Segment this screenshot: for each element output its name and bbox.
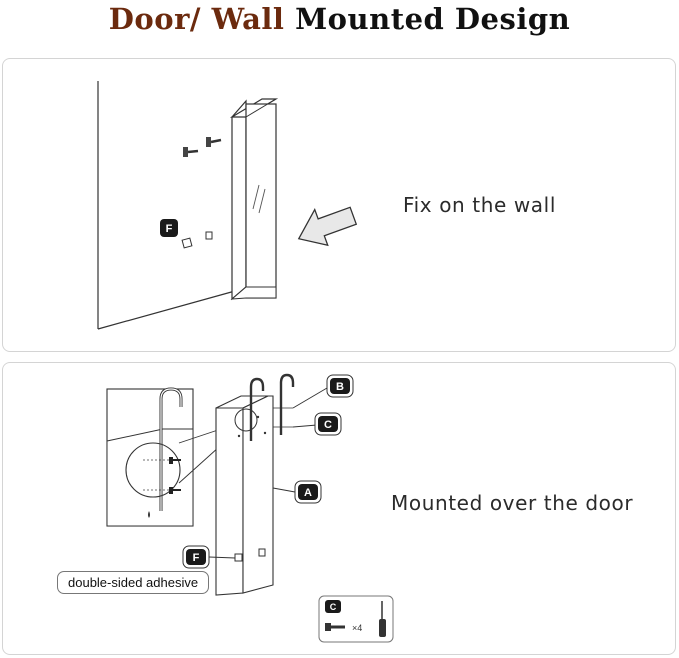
label-f-text: F <box>165 223 173 235</box>
label-f-badge <box>160 219 178 237</box>
door-caption: Mounted over the door <box>391 491 634 515</box>
mirror-side-face <box>232 101 246 299</box>
label-f-text: F <box>192 552 200 564</box>
label-c-text: C <box>324 419 332 431</box>
adhesive-pad <box>206 232 212 239</box>
wall-mount-illustration <box>3 59 677 353</box>
adhesive-pad <box>259 549 265 556</box>
leader-line-b <box>293 388 327 408</box>
hardware-kit <box>319 596 393 642</box>
screw-mark <box>264 432 266 434</box>
label-c-badge <box>315 413 341 435</box>
page-title <box>0 2 679 36</box>
screw-icon <box>183 147 198 157</box>
leader-line-a <box>273 488 295 492</box>
door-mount-panel <box>2 362 676 655</box>
title-part-brown: Door/ Wall <box>108 2 285 36</box>
adhesive-pad <box>182 238 192 248</box>
title-part-black: Mounted Design <box>295 2 571 36</box>
wall-mount-panel <box>2 58 676 352</box>
adhesive-note: double-sided adhesive <box>57 571 209 594</box>
label-a-text: A <box>304 487 312 499</box>
screw-mark <box>238 435 240 437</box>
screw-mark <box>257 416 259 418</box>
mirror-front-face <box>246 104 276 298</box>
wall-floor-line <box>98 291 235 329</box>
kit-quantity: ×4 <box>352 623 363 633</box>
wall-caption: Fix on the wall <box>403 193 556 217</box>
label-a-badge <box>295 481 321 503</box>
kit-label-c-text: C <box>329 602 337 612</box>
label-b-text: B <box>336 381 344 393</box>
hook-icon <box>281 375 293 435</box>
screw-icon <box>206 137 221 147</box>
door-front-face <box>243 396 273 593</box>
direction-arrow <box>291 198 359 254</box>
leader-line-c <box>293 425 317 427</box>
adhesive-pad <box>235 554 242 561</box>
label-f-badge <box>183 546 209 568</box>
label-b-badge <box>327 375 353 397</box>
